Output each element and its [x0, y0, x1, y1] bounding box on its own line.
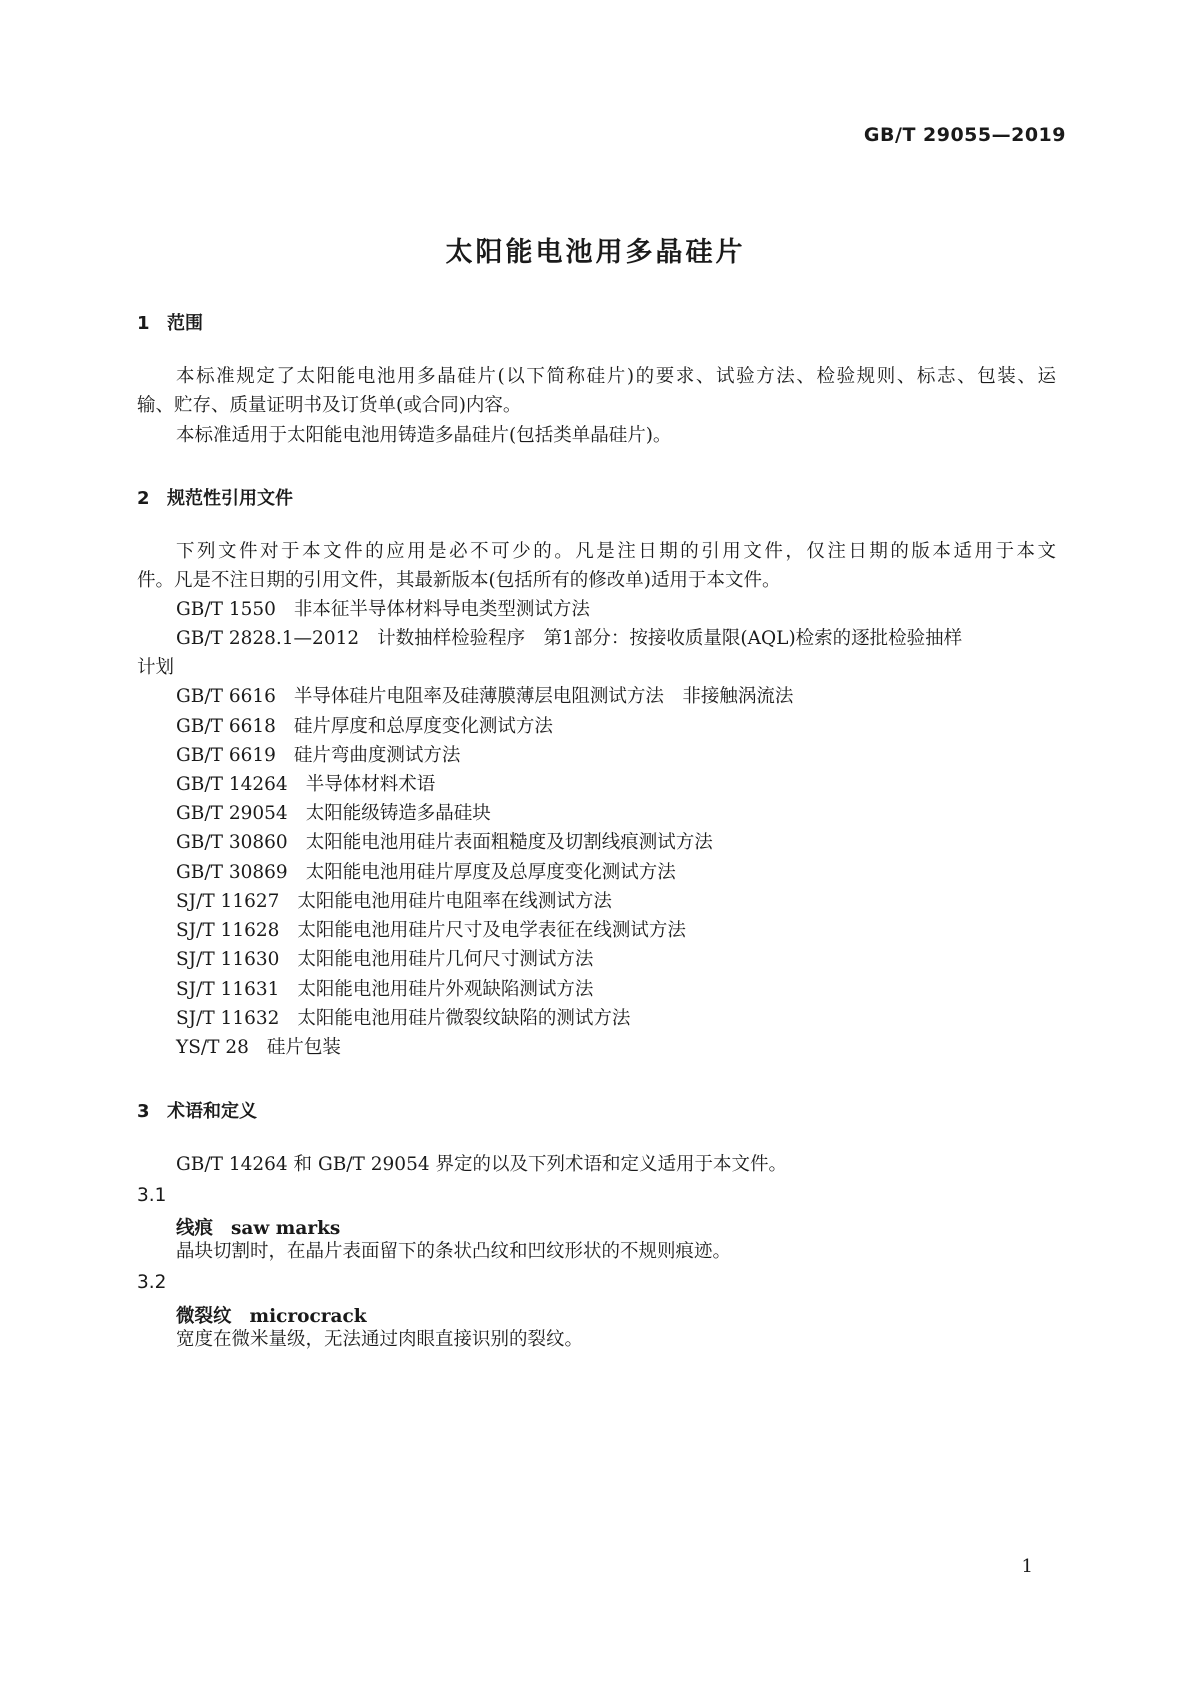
terms-intro: GB/T 14264 和 GB/T 29054 界定的以及下列术语和定义适用于本文件。: [176, 1154, 787, 1175]
reference-title: 半导体材料术语: [305, 774, 436, 795]
page-number: 1: [1021, 1556, 1033, 1577]
reference-code: GB/T 6618: [176, 716, 276, 737]
reference-title: 硅片厚度和总厚度变化测试方法: [293, 716, 553, 737]
term-heading: [176, 1302, 367, 1328]
reference-title: 硅片弯曲度测试方法: [293, 745, 461, 766]
reference-item: [176, 718, 553, 737]
term-number: 3.1: [137, 1185, 167, 1206]
term-chinese: 线痕: [176, 1218, 214, 1239]
reference-item: [176, 805, 491, 824]
reference-item: [176, 864, 676, 883]
reference-title-continuation: 计划: [137, 657, 175, 678]
section-title: 范围: [167, 313, 203, 334]
section-3-heading: [137, 1097, 257, 1123]
term-definition: 晶块切割时，在晶片表面留下的条状凸纹和凹纹形状的不规则痕迹。: [176, 1241, 732, 1262]
reference-title: 太阳能电池用硅片电阻率在线测试方法: [297, 891, 612, 912]
references-intro-line-1: 下列文件对于本文件的应用是必不可少的。凡是注日期的引用文件，仅注日期的版本适用于本文: [176, 541, 1056, 562]
term-heading: [176, 1214, 340, 1240]
reference-item: [176, 1039, 341, 1058]
reference-code: GB/T 1550: [176, 599, 276, 620]
reference-code: GB/T 14264: [176, 774, 288, 795]
section-title: 术语和定义: [167, 1101, 257, 1122]
term-definition: 宽度在微米量级，无法通过肉眼直接识别的裂纹。: [176, 1329, 584, 1350]
section-number: 3: [137, 1101, 150, 1122]
reference-title: 太阳能电池用硅片外观缺陷测试方法: [297, 979, 594, 1000]
reference-item: [176, 893, 612, 912]
reference-code: SJ/T 11631: [176, 979, 280, 1000]
scope-paragraph-line-2: 输、贮存、质量证明书及订货单(或合同)内容。: [137, 395, 522, 416]
reference-item: [176, 922, 686, 941]
reference-code: GB/T 6619: [176, 745, 276, 766]
reference-title: 太阳能电池用硅片厚度及总厚度变化测试方法: [305, 862, 676, 883]
reference-title: 太阳能级铸造多晶硅块: [305, 803, 491, 824]
reference-code: SJ/T 11628: [176, 920, 280, 941]
reference-title: 非本征半导体材料导电类型测试方法: [293, 599, 590, 620]
scope-paragraph-line-1: 本标准规定了太阳能电池用多晶硅片(以下简称硅片)的要求、试验方法、检验规则、标志、包装、运: [176, 366, 1056, 387]
section-1-heading: [137, 309, 203, 335]
reference-title: 硅片包装: [266, 1037, 341, 1058]
reference-title: 太阳能电池用硅片几何尺寸测试方法: [297, 949, 594, 970]
reference-item: [176, 630, 962, 649]
reference-title: 太阳能电池用硅片尺寸及电学表征在线测试方法: [297, 920, 686, 941]
term-chinese: 微裂纹: [176, 1306, 232, 1327]
reference-item: [176, 834, 713, 853]
standard-number: GB/T 29055—2019: [863, 124, 1066, 146]
reference-item: [176, 688, 793, 707]
section-number: 2: [137, 488, 150, 509]
section-2-heading: [137, 484, 293, 510]
reference-item: [176, 1010, 630, 1029]
section-number: 1: [137, 313, 150, 334]
reference-code: SJ/T 11632: [176, 1008, 280, 1029]
reference-item: [176, 747, 460, 766]
reference-code: SJ/T 11630: [176, 949, 280, 970]
reference-code: GB/T 30869: [176, 862, 288, 883]
document-title: 太阳能电池用多晶硅片: [445, 237, 746, 268]
scope-applicability: 本标准适用于太阳能电池用铸造多晶硅片(包括类单晶硅片)。: [176, 425, 672, 446]
reference-code: GB/T 30860: [176, 832, 288, 853]
reference-code: SJ/T 11627: [176, 891, 280, 912]
term-number: 3.2: [137, 1272, 167, 1293]
reference-code: YS/T 28: [176, 1037, 249, 1058]
reference-item: [176, 776, 435, 795]
reference-title: 太阳能电池用硅片表面粗糙度及切割线痕测试方法: [305, 832, 713, 853]
term-english: microcrack: [249, 1306, 367, 1327]
reference-title: 半导体硅片电阻率及硅薄膜薄层电阻测试方法 非接触涡流法: [293, 686, 794, 707]
reference-code: GB/T 2828.1—2012: [176, 628, 360, 649]
references-intro-line-2: 件。凡是不注日期的引用文件，其最新版本(包括所有的修改单)适用于本文件。: [137, 570, 781, 591]
section-title: 规范性引用文件: [167, 488, 293, 509]
reference-code: GB/T 6616: [176, 686, 276, 707]
reference-code: GB/T 29054: [176, 803, 288, 824]
reference-item: [176, 951, 593, 970]
reference-title: 计数抽样检验程序 第1部分：按接收质量限(AQL)检索的逐批检验抽样: [377, 628, 963, 649]
term-english: saw marks: [231, 1218, 341, 1239]
reference-item: [176, 981, 593, 1000]
reference-title: 太阳能电池用硅片微裂纹缺陷的测试方法: [297, 1008, 631, 1029]
reference-item: [176, 601, 590, 620]
